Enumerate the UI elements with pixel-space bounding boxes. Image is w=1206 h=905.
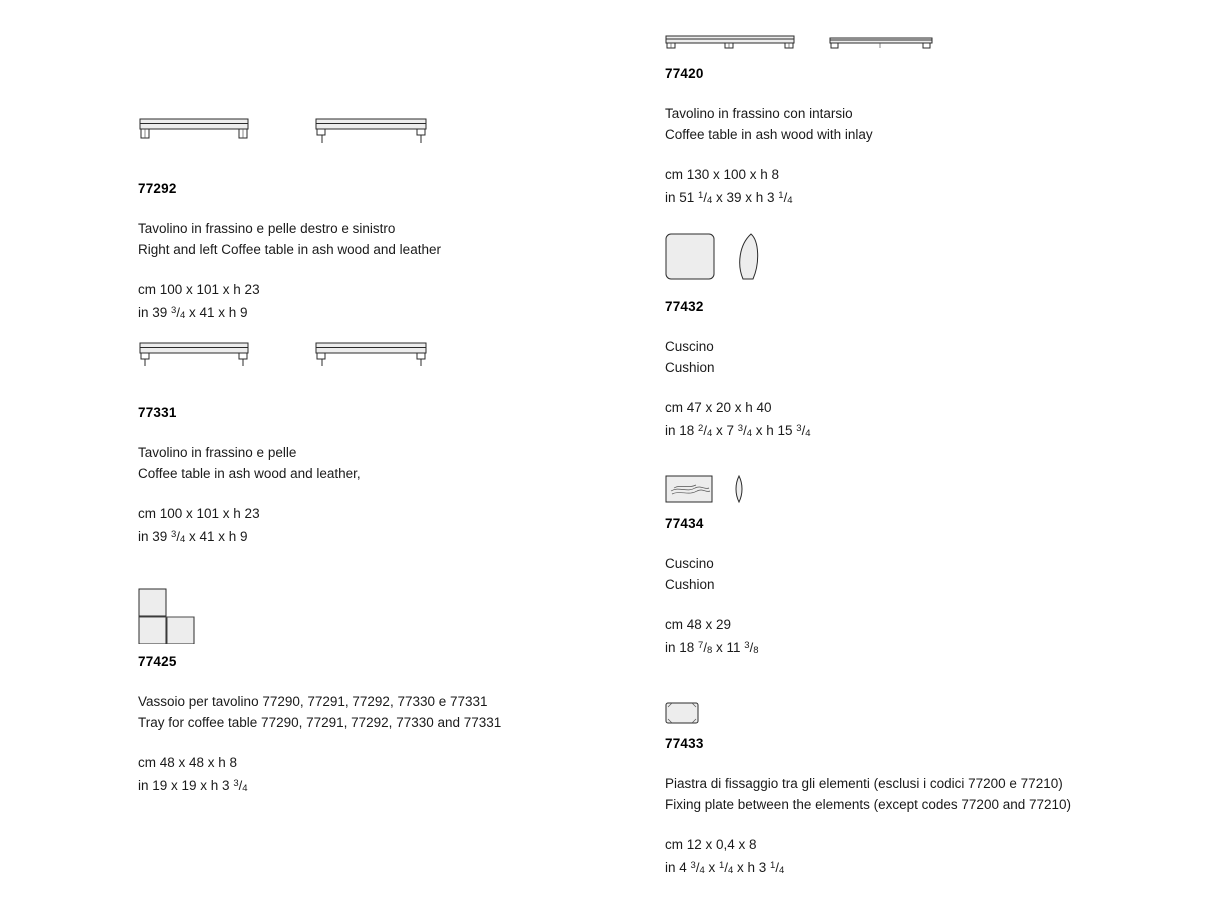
dim-in-mid: x 39 x h 3 bbox=[712, 190, 779, 205]
product-dimensions-in: in 39 $^3$/4 x 41 x h 9 bbox=[138, 305, 248, 321]
fraction-denominator-2: 4 bbox=[746, 428, 752, 439]
product-description-it: Tavolino in frassino con intarsio bbox=[665, 106, 853, 121]
fraction-denominator-2: 4 bbox=[727, 865, 734, 876]
fraction-denominator: 4 bbox=[179, 534, 186, 545]
fraction-denominator-3: 4 bbox=[778, 865, 785, 876]
dim-in-mid-2: x h 3 bbox=[733, 860, 771, 875]
product-description-it: Tavolino in frassino e pelle destro e sinistro bbox=[138, 221, 396, 236]
product-description-it: Piastra di fissaggio tra gli elementi (esclusi i codici 77200 e 77210) bbox=[665, 776, 1063, 791]
fraction-numerator: 3 bbox=[171, 529, 177, 540]
fraction-numerator: 7 bbox=[698, 640, 704, 651]
product-entry-77432 bbox=[665, 233, 810, 444]
fraction-denominator-2: 4 bbox=[787, 195, 793, 206]
product-code: 77420 bbox=[665, 66, 704, 81]
product-code: 77331 bbox=[138, 405, 177, 420]
drawing-cushion-back bbox=[665, 233, 810, 287]
dim-in-prefix: in 39 bbox=[138, 305, 172, 320]
dim-in-mid: x bbox=[704, 860, 720, 875]
dim-in-prefix: in 18 bbox=[665, 423, 699, 438]
fraction-numerator: 1 bbox=[698, 190, 704, 201]
product-entry-77434 bbox=[665, 470, 805, 661]
product-entry-77292 bbox=[138, 105, 441, 326]
fraction-denominator: 4 bbox=[706, 195, 713, 206]
dim-in-prefix: in 19 x 19 x h 3 bbox=[138, 778, 234, 793]
product-code: 77425 bbox=[138, 654, 177, 669]
fraction-denominator-3: 4 bbox=[805, 428, 811, 439]
product-dimensions-cm: cm 100 x 101 x h 23 bbox=[138, 282, 260, 297]
product-description-en: Cushion bbox=[665, 360, 715, 375]
product-description-en: Coffee table in ash wood and leather, bbox=[138, 466, 361, 481]
product-description-en: Right and left Coffee table in ash wood and leather bbox=[138, 242, 441, 257]
dim-in-prefix: in 51 bbox=[665, 190, 699, 205]
fraction-denominator: 8 bbox=[706, 645, 713, 656]
fraction-numerator: 3 bbox=[171, 305, 177, 316]
product-description-it: Vassoio per tavolino 77290, 77291, 77292, 77330 e 77331 bbox=[138, 694, 488, 709]
dim-in-mid-2: x h 15 bbox=[751, 423, 797, 438]
fraction-denominator-2: 8 bbox=[753, 645, 759, 656]
product-dimensions-in: in 4 $^3$/4 x $^1$/4 x h 3 $^1$/4 bbox=[665, 860, 785, 876]
product-code: 77434 bbox=[665, 516, 704, 531]
fraction-numerator-2: 1 bbox=[778, 190, 784, 201]
product-dimensions-in: in 39 $^3$/4 x 41 x h 9 bbox=[138, 529, 248, 545]
fraction-numerator: 3 bbox=[233, 778, 239, 789]
fraction-denominator: 4 bbox=[179, 310, 186, 321]
product-code: 77292 bbox=[138, 181, 177, 196]
dim-in-prefix: in 4 bbox=[665, 860, 691, 875]
dim-in-mid: x 11 bbox=[712, 640, 745, 655]
dim-in-prefix: in 39 bbox=[138, 529, 172, 544]
dim-in-suffix: x 41 x h 9 bbox=[185, 529, 248, 544]
product-description-en: Fixing plate between the elements (except codes 77200 and 77210) bbox=[665, 797, 1072, 812]
fraction-numerator-2: 3 bbox=[744, 640, 750, 651]
fraction-numerator-2: 1 bbox=[719, 860, 725, 871]
dim-in-suffix: x 41 x h 9 bbox=[185, 305, 248, 320]
product-dimensions-in: in 51 $^1$/4 x 39 x h 3 $^1$/4 bbox=[665, 190, 793, 206]
drawing-coffee-table-pair-legs bbox=[138, 333, 438, 393]
product-entry-77331 bbox=[138, 333, 438, 550]
product-description-it: Tavolino in frassino e pelle bbox=[138, 445, 297, 460]
drawing-coffee-table-pair-low bbox=[138, 105, 441, 165]
fraction-numerator: 2 bbox=[698, 423, 704, 434]
fraction-numerator-3: 1 bbox=[770, 860, 776, 871]
product-code: 77432 bbox=[665, 299, 704, 314]
dim-in-prefix: in 18 bbox=[665, 640, 699, 655]
product-dimensions-cm: cm 47 x 20 x h 40 bbox=[665, 400, 772, 415]
fraction-numerator: 3 bbox=[690, 860, 696, 871]
product-description-en: Cushion bbox=[665, 577, 715, 592]
product-dimensions-in: in 18 $^7$/8 x 11 $^3$/8 bbox=[665, 640, 759, 656]
product-entry-77425 bbox=[138, 588, 501, 799]
product-dimensions-cm: cm 100 x 101 x h 23 bbox=[138, 506, 260, 521]
fraction-denominator: 4 bbox=[706, 428, 713, 439]
drawing-coffee-table-inlay bbox=[665, 20, 965, 56]
product-dimensions-cm: cm 48 x 48 x h 8 bbox=[138, 755, 238, 770]
dim-in-mid: x 7 bbox=[712, 423, 738, 438]
product-description-en: Coffee table in ash wood with inlay bbox=[665, 127, 873, 142]
fraction-numerator-3: 3 bbox=[796, 423, 802, 434]
fraction-numerator-2: 3 bbox=[737, 423, 744, 434]
product-entry-77433 bbox=[665, 698, 1071, 881]
product-dimensions-cm: cm 12 x 0,4 x 8 bbox=[665, 837, 757, 852]
fraction-denominator: 4 bbox=[699, 865, 705, 876]
product-description-it: Cuscino bbox=[665, 339, 714, 354]
product-dimensions-in: in 19 x 19 x h 3 $^3$/4 bbox=[138, 778, 248, 794]
product-dimensions-in: in 18 $^2$/4 x 7 $^3$/4 x h 15 $^3$/4 bbox=[665, 423, 811, 439]
drawing-tray-square bbox=[138, 588, 501, 644]
product-code: 77433 bbox=[665, 736, 704, 751]
drawing-cushion-flat bbox=[665, 470, 805, 506]
product-dimensions-cm: cm 48 x 29 bbox=[665, 617, 732, 632]
product-entry-77420 bbox=[665, 20, 965, 211]
fraction-denominator: 4 bbox=[242, 783, 248, 794]
drawing-fixing-plate bbox=[665, 698, 1071, 728]
product-description-en: Tray for coffee table 77290, 77291, 77292, 77330 and 77331 bbox=[138, 715, 502, 730]
product-dimensions-cm: cm 130 x 100 x h 8 bbox=[665, 167, 780, 182]
product-description-it: Cuscino bbox=[665, 556, 714, 571]
